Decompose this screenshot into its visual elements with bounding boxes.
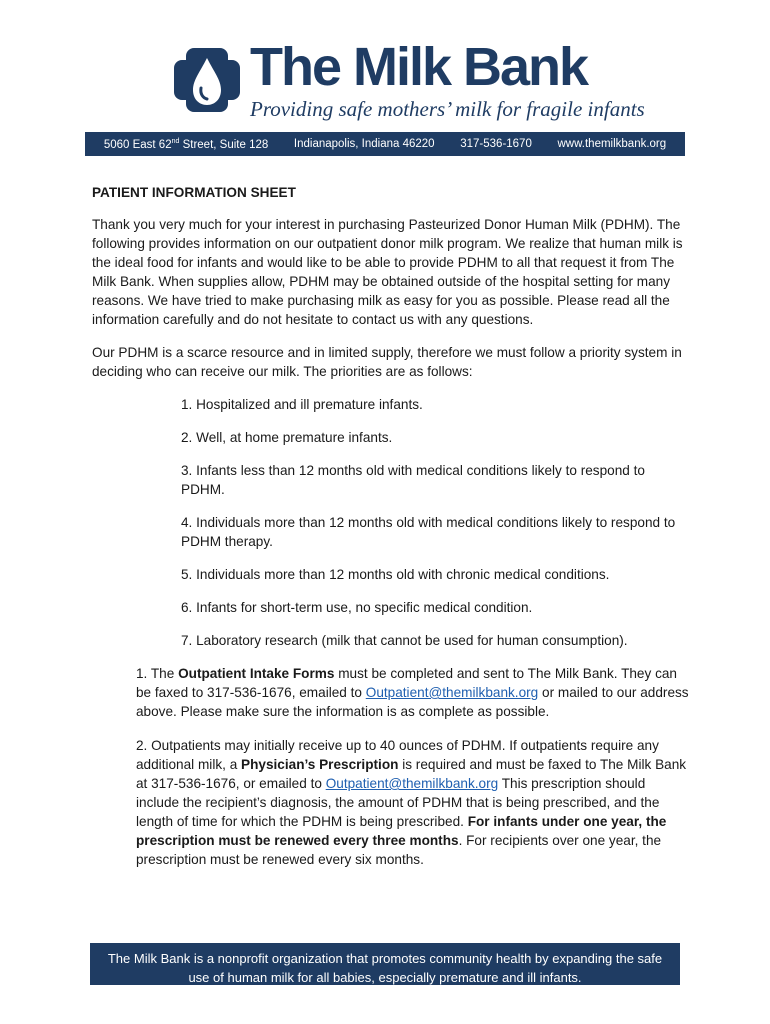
website-link[interactable]: www.themilkbank.org [557, 138, 667, 150]
footer-bar [90, 943, 680, 985]
priority-intro-paragraph: Our PDHM is a scarce resource and in limited supply, therefore we must follow a priority system in deciding who can receive our milk. The priorities are as follows: [92, 345, 682, 379]
priority-list [92, 395, 692, 650]
milk-drop-logo-icon [172, 44, 242, 116]
priority-item: 1. Hospitalized and ill premature infants. [181, 397, 423, 412]
city-state-zip: Indianapolis, Indiana 46220 [293, 138, 435, 150]
priority-item: 2. Well, at home premature infants. [181, 430, 393, 445]
outpatient-email-link[interactable]: Outpatient@themilkbank.org [365, 685, 539, 700]
intro-paragraph: Thank you very much for your interest in purchasing Pasteurized Donor Human Milk (PDHM). The following provides information on our outpatient donor milk program. We realize that human milk is the ideal food for infants and would like to be able to provide PDHM to all that request it from The Milk Bank. When supplies allow, PDHM may be obtained outside of the hospital setting for many reasons. We have tried to make purchasing milk as easy for you as possible. Please read all the information carefully and do not hesitate to contact us with any questions. [92, 217, 683, 327]
priority-item: 7. Laboratory research (milk that cannot be used for human consumption). [181, 633, 628, 648]
priority-item: 5. Individuals more than 12 months old with chronic medical conditions. [181, 567, 610, 582]
intake-forms-label: Outpatient Intake Forms [178, 666, 335, 681]
footer-mission-text: The Milk Bank is a nonprofit organization that promotes community health by expanding the safe use of human milk for all babies, especially premature and ill infants. [107, 951, 663, 985]
priority-item: 3. Infants less than 12 months old with medical conditions likely to respond to PDHM. [181, 463, 645, 497]
address-bar [85, 132, 685, 156]
street-address: 5060 East 62nd Street, Suite 128 [103, 137, 269, 151]
renewal-notice: For infants under one year, the prescription must be renewed every three months [136, 814, 667, 848]
logo-name: The Milk Bank [250, 37, 588, 97]
step-2-paragraph: 2. Outpatients may initially receive up to 40 ounces of PDHM. If outpatients require any additional milk, a Physician’s Prescription is required and must be faxed to The Milk Bank at 317-536-1676, or emailed to Outpatient@themilkbank.org This prescription should include the recipient’s diagnosis, the amount of PDHM that is being prescribed, and the length of time for which the PDHM is being prescribed. For infants under one year, the prescription must be renewed every three months. For recipients over one year, the prescription must be renewed every six months. [136, 738, 687, 867]
outpatient-email-link-2[interactable]: Outpatient@themilkbank.org [325, 776, 499, 791]
document-body [92, 183, 692, 884]
phone-number: 317-536-1670 [460, 138, 532, 150]
prescription-label: Physician’s Prescription [241, 757, 399, 772]
page-title: PATIENT INFORMATION SHEET [92, 185, 296, 200]
step-1-paragraph: 1. The Outpatient Intake Forms must be completed and sent to The Milk Bank. They can be faxed to 317-536-1676, emailed to Outpatient@themilkbank.org or mailed to our address above. Please make sure the information is as complete as possible. [136, 666, 689, 719]
steps-section [92, 664, 692, 869]
priority-item: 6. Infants for short-term use, no specific medical condition. [181, 600, 533, 615]
logo [172, 37, 645, 122]
priority-item: 4. Individuals more than 12 months old with medical conditions likely to respond to PDHM therapy. [181, 515, 676, 549]
logo-tagline: Providing safe mothers’ milk for fragile infants [250, 97, 645, 121]
